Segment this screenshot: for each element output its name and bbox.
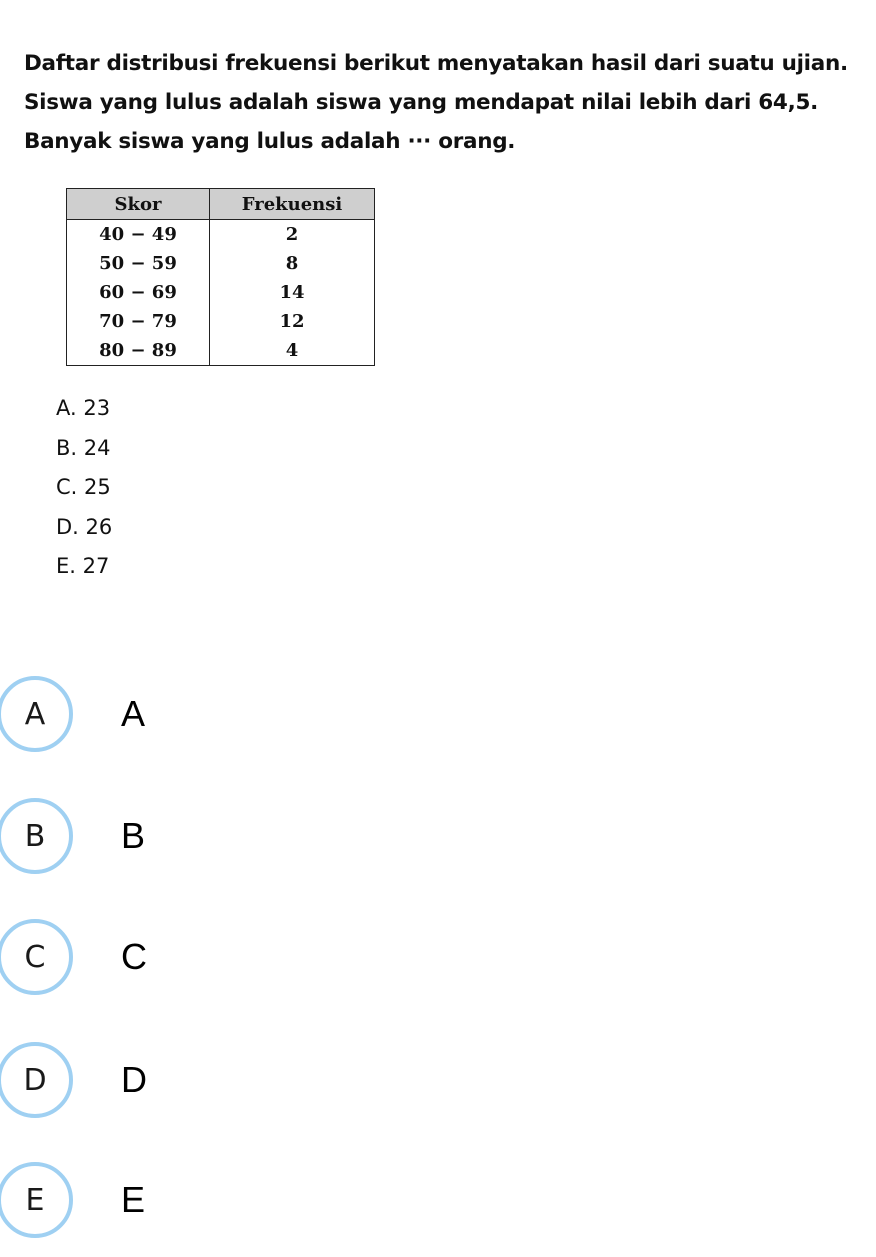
table-row (67, 336, 375, 366)
table-row (67, 307, 375, 336)
choice-item: C. 25 (56, 475, 111, 499)
option-letter-circle[interactable]: A (0, 676, 73, 752)
option-letter-circle[interactable]: E (0, 1162, 73, 1238)
option-letter-circle[interactable]: C (0, 919, 73, 995)
question-line: Siswa yang lulus adalah siswa yang mendapat nilai lebih dari 64,5. (24, 90, 818, 115)
cell-skor: 60 − 69 (67, 278, 210, 307)
cell-frekuensi: 4 (210, 336, 375, 366)
cell-skor: 80 − 89 (67, 336, 210, 366)
option-label: D (121, 1059, 147, 1100)
cell-frekuensi: 14 (210, 278, 375, 307)
choice-list (56, 389, 112, 587)
header-skor: Skor (67, 189, 210, 220)
choice-item: A. 23 (56, 396, 111, 420)
choice-item: B. 24 (56, 435, 111, 460)
answer-option-e[interactable] (0, 1157, 247, 1243)
answer-option-d[interactable] (0, 1037, 247, 1123)
header-frekuensi: Frekuensi (210, 189, 375, 220)
cell-frekuensi: 2 (210, 220, 375, 250)
answer-option-b[interactable] (0, 793, 247, 879)
question-line: Daftar distribusi frekuensi berikut menyatakan hasil dari suatu ujian. (24, 51, 848, 76)
option-letter-circle[interactable]: D (0, 1042, 73, 1118)
choice-item: E. 27 (56, 554, 110, 578)
table-row (67, 220, 375, 250)
cell-skor: 50 − 59 (67, 249, 210, 278)
question-line: Banyak siswa yang lulus adalah ··· orang. (24, 129, 516, 154)
option-label: B (121, 815, 146, 856)
option-label: A (121, 693, 146, 734)
cell-skor: 70 − 79 (67, 307, 210, 336)
answer-option-a[interactable] (0, 671, 247, 757)
option-label: C (121, 936, 147, 977)
table-row (67, 278, 375, 307)
table-header-row (67, 189, 375, 220)
option-label: E (121, 1179, 146, 1220)
cell-skor: 40 − 49 (67, 220, 210, 250)
question-text (24, 44, 864, 161)
cell-frekuensi: 12 (210, 307, 375, 336)
cell-frekuensi: 8 (210, 249, 375, 278)
frequency-table (66, 188, 375, 366)
choice-item: D. 26 (56, 514, 113, 539)
option-letter-circle[interactable]: B (0, 798, 73, 874)
table-row (67, 249, 375, 278)
answer-option-c[interactable] (0, 914, 247, 1000)
